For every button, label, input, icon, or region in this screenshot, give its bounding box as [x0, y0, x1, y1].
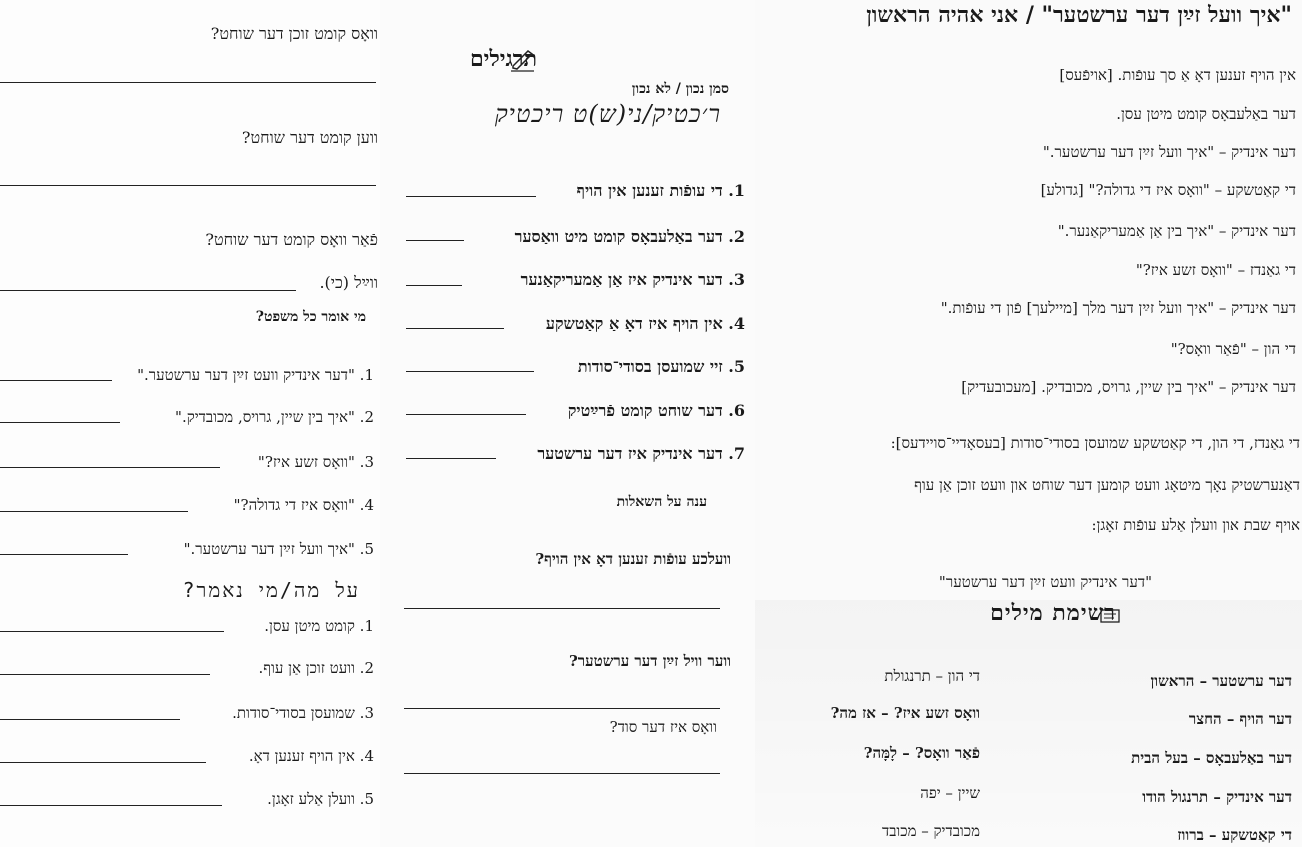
answer-questions-title: ענה על השאלות: [616, 494, 707, 510]
paragraph-line-2: דאַנערשטיק נאָך מיטאָג וועט קומען דער שוחט און וועט זוכן אַן עוף: [914, 476, 1300, 494]
vocab-right-1: דער ערשטער – הראשון: [1150, 672, 1292, 690]
true-false-label: סמן נכון / לא נכון: [631, 81, 729, 97]
vocabulary-title: רשימת מילים: [990, 600, 1116, 626]
story-line-3: דער אינדיק – "איך וועל זײַן דער ערשטער.": [1042, 143, 1296, 161]
story-line-8: די הון – "פֿאַר וואָס?": [1170, 340, 1296, 358]
who-says-item-4: 4. "וואָס איז די גדולה?": [233, 496, 374, 514]
story-quote: "דער אינדיק וועט זײַן דער ערשטער": [938, 573, 1152, 591]
because-line: ווײַל (כי).: [319, 273, 378, 292]
story-line-4: די קאַטשקע – "וואָס איז די גדולה?" [גדולע]: [1040, 181, 1296, 199]
story-title: "איך וועל זײַן דער ערשטער" / אני אהיה הראשון: [866, 2, 1292, 28]
tf-item-6: 6. דער שוחט קומט פֿרײַטיק: [567, 401, 745, 420]
tf-line-4[interactable]: [406, 328, 504, 329]
tf-line-1[interactable]: [406, 196, 536, 197]
who-says-line-4[interactable]: [0, 511, 188, 512]
answer-question-3: וואָס איז דער סוד?: [609, 718, 717, 736]
what-who-line-5[interactable]: [0, 805, 222, 806]
story-line-7: דער אינדיק – "איך וועל זײַן דער מלך [מיילעך] פֿון די עופֿות.": [940, 299, 1296, 317]
tf-item-3: 3. דער אינדיק איז אַן אַמעריקאַנער: [520, 270, 745, 289]
story-line-1: אין הויף זענען דאָ אַ סך עופֿות. [אויפֿעס]: [1059, 66, 1296, 84]
who-says-line-1[interactable]: [0, 380, 112, 381]
middle-exercises-panel: [380, 0, 755, 847]
answer-question-2: ווער וויל זײַן דער ערשטער?: [569, 652, 731, 670]
what-who-item-1: 1. קומט מיטן עסן.: [264, 617, 374, 635]
who-says-item-5: 5. "איך וועל זײַן דער ערשטער.": [183, 540, 374, 558]
tf-line-6[interactable]: [406, 414, 526, 415]
answer-question-1: וועלכע עופֿות זענען דאָ אין הויף?: [535, 550, 731, 568]
what-who-line-1[interactable]: [0, 631, 224, 632]
who-says-title: מי אומר כל משפט?: [255, 309, 366, 325]
answer-q-line-1[interactable]: [404, 608, 720, 609]
who-says-item-1: 1. "דער אינדיק וועט זײַן דער ערשטער.": [137, 366, 374, 384]
vocab-left-3: פֿאַר וואָס? – לָמָּה?: [863, 744, 980, 762]
question-1: וואָס קומט זוכן דער שוחט?: [210, 24, 378, 43]
question-2: ווען קומט דער שוחט?: [241, 128, 378, 147]
answer-line-2[interactable]: [0, 185, 376, 186]
tf-item-7: 7. דער אינדיק איז דער ערשטער: [537, 444, 745, 463]
what-who-line-2[interactable]: [0, 674, 210, 675]
what-who-item-2: 2. וועט זוכן אַן עוף.: [258, 659, 374, 677]
vocab-left-2: וואָס זשע איז? – אז מה?: [830, 704, 980, 722]
who-says-item-2: 2. "איך בין שיין, גרויס, מכובדיק.": [175, 408, 374, 426]
vocab-left-4: שיין – יפה: [920, 784, 980, 802]
who-says-line-2[interactable]: [0, 422, 120, 423]
handwritten-note: ר׳כטיק/ני(ש)ט ריכטיק: [494, 100, 721, 128]
because-answer-line[interactable]: [0, 290, 296, 291]
what-who-item-5: 5. וועלן אַלע זאָגן.: [267, 790, 374, 808]
who-says-item-3: 3. "וואָס זשע איז?": [257, 453, 374, 471]
paragraph-line-1: די גאַנדז, די הון, די קאַטשקע שמועסן בסודי־סודות [בעסאָדיי־סויידעס]:: [890, 434, 1300, 452]
paragraph-line-3: אויף שבת און וועלן אַלע עופֿות זאָגן:: [1091, 516, 1300, 534]
vocab-left-5: מכובדיק – מכובד: [881, 822, 980, 840]
pencil-icon: [510, 50, 536, 72]
tf-line-3[interactable]: [406, 285, 462, 286]
what-who-item-4: 4. אין הויף זענען דאָ.: [248, 747, 374, 765]
story-line-6: די גאַנדז – "וואָס זשע איז?": [1135, 261, 1296, 279]
story-line-9: דער אינדיק – "איך בין שיין, גרויס, מכובדיק. [מעכובעדיק]: [961, 378, 1296, 396]
what-who-title: על מה/מי נאמר?: [182, 578, 360, 602]
left-worksheet-panel: [0, 0, 380, 847]
answer-q-line-3[interactable]: [404, 773, 720, 774]
answer-q-line-2[interactable]: [404, 708, 720, 709]
tf-item-1: 1. די עופֿות זענען אין הויף: [576, 181, 745, 200]
answer-line-1[interactable]: [0, 82, 376, 83]
right-story-panel: [755, 0, 1302, 847]
what-who-item-3: 3. שמועסן בסודי־סודות.: [232, 704, 374, 722]
tf-item-2: 2. דער באַלעבאָס קומט מיט וואַסער: [514, 227, 745, 246]
vocab-right-2: דער הויף – החצר: [1188, 710, 1292, 728]
exercises-title: תרגילים: [469, 46, 537, 72]
tf-item-5: 5. זיי שמועסן בסודי־סודות: [577, 357, 745, 376]
vocab-right-5: די קאַטשקע – ברווז: [1177, 826, 1292, 844]
question-3: פֿאַר וואָס קומט דער שוחט?: [205, 230, 378, 249]
vocab-right-3: דער באַלעבאָס – בעל הבית: [1131, 749, 1292, 767]
tf-line-5[interactable]: [406, 371, 534, 372]
story-line-2: דער באַלעבאָס קומט מיטן עסן.: [1116, 105, 1296, 123]
what-who-line-3[interactable]: [0, 719, 180, 720]
tf-item-4: 4. אין הויף איז דאָ אַ קאַטשקע: [545, 314, 745, 333]
story-line-5: דער אינדיק – "איך בין אַן אַמעריקאַנער.": [1057, 222, 1296, 240]
vocab-left-1: די הון – תרנגולת: [884, 667, 980, 685]
vocab-right-4: דער אינדיק – תרנגול הודו: [1142, 788, 1292, 806]
who-says-line-3[interactable]: [0, 467, 220, 468]
tf-line-2[interactable]: [406, 240, 464, 241]
what-who-line-4[interactable]: [0, 762, 206, 763]
who-says-line-5[interactable]: [0, 554, 128, 555]
tf-line-7[interactable]: [406, 458, 496, 459]
